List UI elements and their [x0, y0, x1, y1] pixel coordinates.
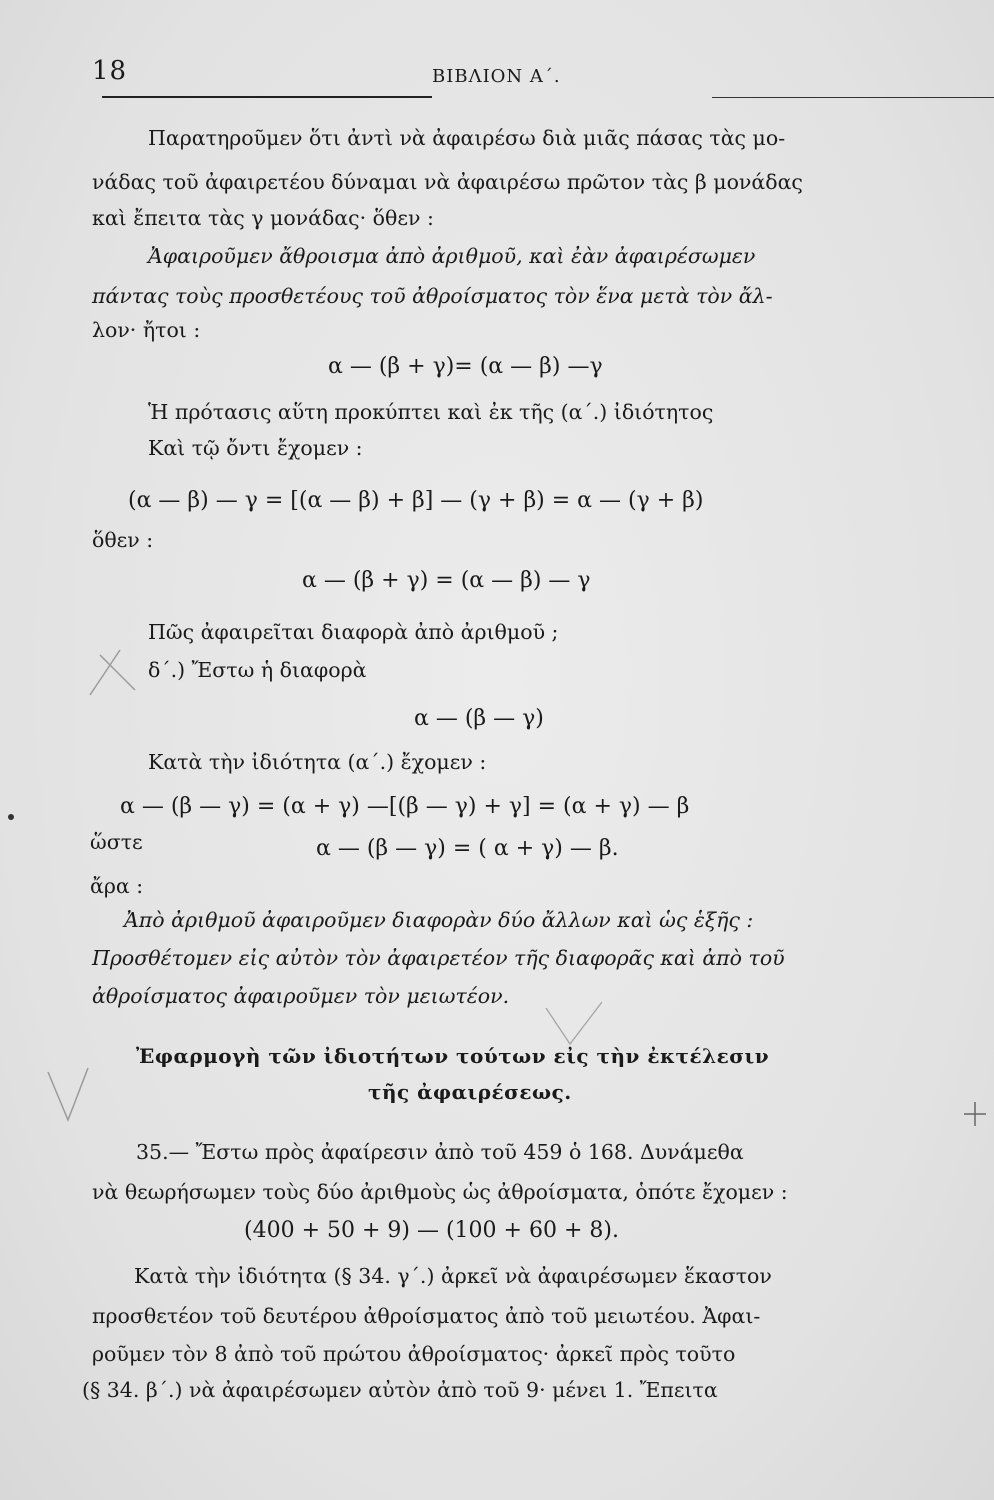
text-line: 35.— Ἔστω πρὸς ἀφαίρεσιν ἀπὸ τοῦ 459 ὁ 168. Δυνάμεθα [136, 1140, 744, 1164]
pencil-mark-icon [540, 1000, 610, 1050]
text-line: Ἡ πρότασις αὕτη προκύπτει καὶ ἐκ τῆς (α΄.) ἰδιότητος [148, 400, 714, 424]
equation: (400 + 50 + 9) — (100 + 60 + 8). [244, 1218, 619, 1243]
text-line: Κατὰ τὴν ἰδιότητα (§ 34. γ΄.) ἀρκεῖ νὰ ἀφαιρέσωμεν ἕκαστον [134, 1264, 772, 1288]
text-line: Παρατηροῦμεν ὅτι ἀντὶ νὰ ἀφαιρέσω διὰ μιᾶς πάσας τὰς μο- [148, 126, 786, 150]
italic-rule-line: Προσθέτομεν εἰς αὐτὸν τὸν ἀφαιρετέον τῆς διαφορᾶς καὶ ἀπὸ τοῦ [92, 946, 785, 970]
text-line: λον· ἤτοι : [92, 318, 201, 342]
pencil-mark-icon [960, 1100, 990, 1130]
page-number: 18 [92, 56, 128, 86]
header-rule-right [712, 97, 994, 98]
text-line: καὶ ἔπειτα τὰς γ μονάδας· ὅθεν : [92, 206, 434, 230]
text-line: νάδας τοῦ ἀφαιρετέου δύναμαι νὰ ἀφαιρέσω πρῶτον τὰς β μονάδας [92, 170, 803, 194]
text-line: ροῦμεν τὸν 8 ἀπὸ τοῦ πρώτου ἀθροίσματος· ἀρκεῖ πρὸς τοῦτο [92, 1342, 736, 1366]
pencil-mark-icon [80, 640, 150, 710]
page-header [92, 56, 904, 100]
text-line: Κατὰ τὴν ἰδιότητα (α΄.) ἔχομεν : [148, 750, 487, 774]
ink-dot-icon [4, 810, 18, 824]
italic-rule-line: πάντας τοὺς προσθετέους τοῦ ἀθροίσματος τὸν ἕνα μετὰ τὸν ἄλ- [92, 284, 773, 308]
italic-rule-line: ἀθροίσματος ἀφαιροῦμεν τὸν μειωτέον. [92, 984, 510, 1008]
equation: α — (β — γ) = ( α + γ) — β. [316, 836, 619, 861]
equation: (α — β) — γ = [(α — β) + β] — (γ + β) = α — (γ + β) [128, 488, 704, 513]
italic-rule-line: Ἀπὸ ἀριθμοῦ ἀφαιροῦμεν διαφορὰν δύο ἄλλων καὶ ὡς ἑξῆς : [124, 908, 754, 932]
text-line: Πῶς ἀφαιρεῖται διαφορὰ ἀπὸ ἀριθμοῦ ; [148, 620, 559, 644]
text-line: (§ 34. β΄.) νὰ ἀφαιρέσωμεν αὐτὸν ἀπὸ τοῦ 9· μένει 1. Ἔπειτα [82, 1378, 718, 1402]
text-line: ὥστε [90, 830, 143, 854]
text-line: δ΄.) Ἔστω ἡ διαφορὰ [148, 658, 367, 682]
text-line: ἄρα : [90, 874, 144, 898]
equation: α — (β + γ)= (α — β) —γ [328, 354, 603, 379]
italic-rule-line: Ἀφαιροῦμεν ἄθροισμα ἀπὸ ἀριθμοῦ, καὶ ἐὰν ἀφαιρέσωμεν [148, 244, 756, 268]
text-line: προσθετέον τοῦ δευτέρου ἀθροίσματος ἀπὸ τοῦ μειωτέου. Ἀφαι- [92, 1304, 761, 1328]
equation: α — (β — γ) = (α + γ) —[(β — γ) + γ] = (α + γ) — β [120, 794, 690, 819]
text-line: νὰ θεωρήσωμεν τοὺς δύο ἀριθμοὺς ὡς ἀθροίσματα, ὁπότε ἔχομεν : [92, 1180, 788, 1204]
running-head: ΒΙΒΛΙΟΝ Α΄. [432, 66, 561, 87]
pencil-mark-icon [40, 1060, 100, 1130]
equation: α — (β + γ) = (α — β) — γ [302, 568, 591, 593]
header-rule-left [102, 96, 432, 98]
equation: α — (β — γ) [414, 706, 544, 731]
text-line: Καὶ τῷ ὄντι ἔχομεν : [148, 436, 363, 460]
text-line: ὅθεν : [92, 528, 154, 552]
section-heading: τῆς ἀφαιρέσεως. [368, 1080, 572, 1104]
section-heading: Ἐφαρμογὴ τῶν ἰδιοτήτων τούτων εἰς τὴν ἐκτέλεσιν [136, 1044, 770, 1068]
